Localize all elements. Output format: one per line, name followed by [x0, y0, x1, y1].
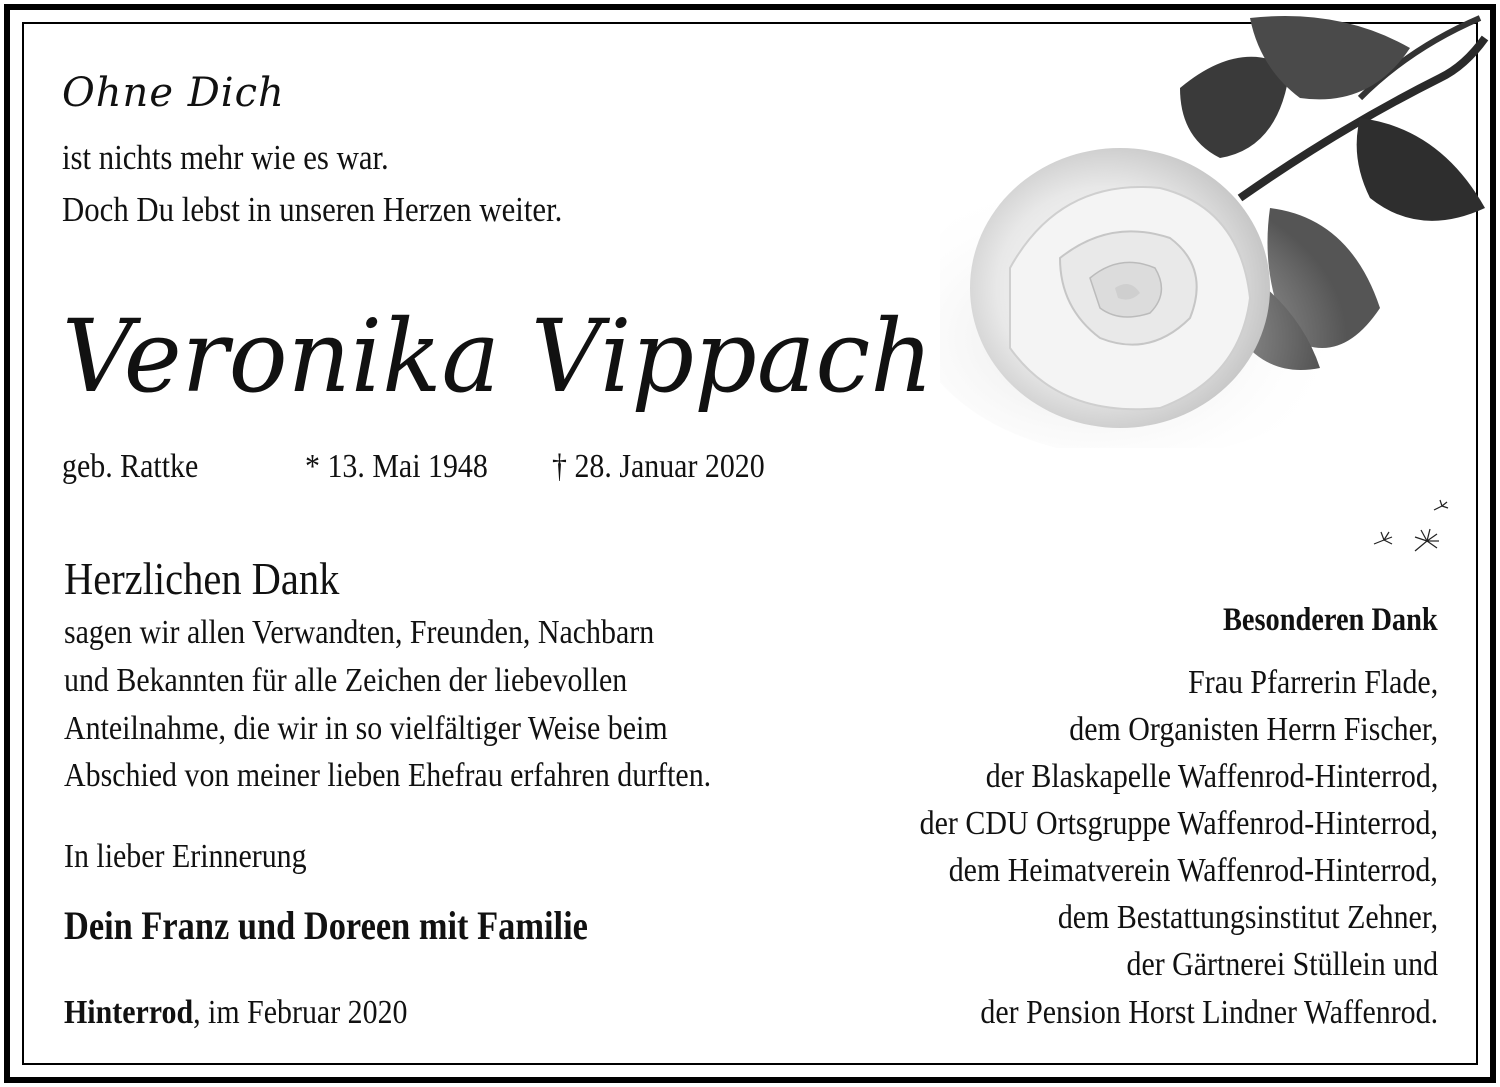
place-name: Hinterrod	[64, 994, 194, 1031]
thanks-heading: Herzlichen Dank	[64, 553, 340, 604]
death-date: † 28. Januar 2020	[552, 448, 765, 485]
birth-date: * 13. Mai 1948	[305, 448, 488, 485]
thanks-line: und Bekannten für alle Zeichen der liebevollen	[64, 662, 628, 699]
date-text: , im Februar 2020	[193, 994, 408, 1031]
thanks-line: sagen wir allen Verwandten, Freunden, Nachbarn	[64, 614, 655, 651]
signatories: Dein Franz und Doreen mit Familie	[64, 903, 588, 948]
intro-line: Doch Du lebst in unseren Herzen weiter.	[62, 190, 563, 229]
special-thanks-heading: Besonderen Dank	[1223, 602, 1438, 638]
special-thanks-line: Frau Pfarrerin Flade,	[1187, 664, 1438, 701]
special-thanks-line: der Gärtnerei Stüllein und	[1126, 946, 1438, 983]
special-thanks-line: der Pension Horst Lindner Waffenrod.	[980, 994, 1438, 1031]
thanks-line: Abschied von meiner lieben Ehefrau erfahren durften.	[64, 757, 712, 794]
special-thanks-line: der CDU Ortsgruppe Waffenrod-Hinterrod,	[919, 805, 1438, 842]
rose-icon	[940, 8, 1490, 448]
dandelion-seeds-icon	[1362, 496, 1452, 566]
special-thanks-line: dem Bestattungsinstitut Zehner,	[1057, 899, 1438, 936]
special-thanks-line: der Blaskapelle Waffenrod-Hinterrod,	[985, 758, 1438, 795]
deceased-name: Veronika Vippach	[62, 298, 934, 415]
special-thanks-line: dem Heimatverein Waffenrod-Hinterrod,	[948, 852, 1438, 889]
place-date	[64, 994, 408, 1032]
intro-line: ist nichts mehr wie es war.	[62, 138, 389, 177]
thanks-line: Anteilnahme, die wir in so vielfältiger Weise beim	[64, 710, 668, 747]
special-thanks-line: dem Organisten Herrn Fischer,	[1069, 711, 1438, 748]
heading-script: Ohne Dich	[62, 70, 285, 116]
memory-phrase: In lieber Erinnerung	[64, 838, 307, 875]
maiden-name: geb. Rattke	[62, 448, 199, 485]
